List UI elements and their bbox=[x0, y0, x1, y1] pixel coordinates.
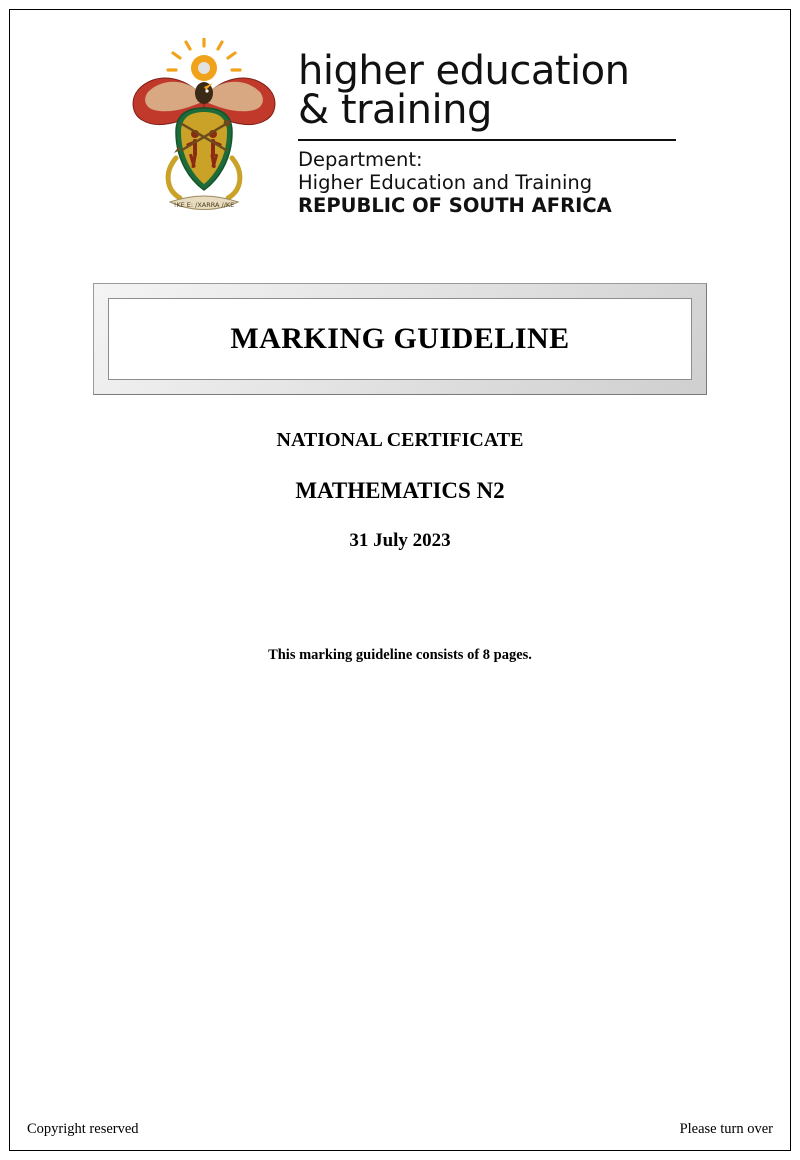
department-wordmark bbox=[298, 38, 676, 217]
country-name: REPUBLIC OF SOUTH AFRICA bbox=[298, 194, 612, 218]
department-label: Department: bbox=[298, 148, 423, 172]
south-african-coat-of-arms-icon bbox=[124, 38, 284, 233]
page-count-notice: This marking guideline consists of 8 pages. bbox=[268, 647, 532, 663]
title-box-inner bbox=[108, 298, 692, 380]
page-title: MARKING GUIDELINE bbox=[230, 322, 570, 355]
certificate-heading: NATIONAL CERTIFICATE bbox=[276, 429, 524, 451]
svg-text:!KE E: /XARRA //KE: !KE E: /XARRA //KE bbox=[173, 201, 235, 209]
marking-guideline-title-box bbox=[93, 283, 707, 395]
footer-copyright: Copyright reserved bbox=[27, 1121, 139, 1137]
document-header bbox=[60, 28, 740, 233]
department-title-line2: & training bbox=[298, 87, 492, 134]
wordmark-divider bbox=[298, 139, 676, 141]
footer-turn-over: Please turn over bbox=[679, 1121, 773, 1137]
exam-date: 31 July 2023 bbox=[349, 530, 451, 551]
page-footer bbox=[27, 1121, 773, 1138]
subject-heading: MATHEMATICS N2 bbox=[295, 478, 505, 503]
department-title-line1: higher education bbox=[298, 48, 630, 94]
department-name: Higher Education and Training bbox=[298, 171, 593, 195]
